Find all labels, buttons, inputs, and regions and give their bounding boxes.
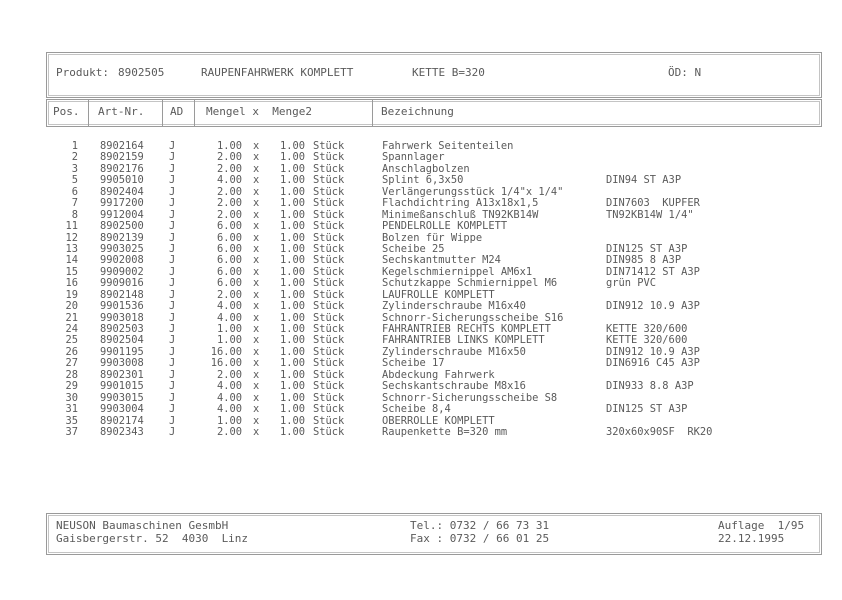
quantity-1: 6.00	[216, 265, 242, 278]
edition-label: Auflage 1/95	[718, 519, 805, 532]
ad-flag: J	[169, 414, 176, 427]
multiply-sign: x	[253, 380, 260, 393]
article-number: 8902174	[100, 414, 144, 427]
column-header-art-nr: Art-Nr.	[98, 105, 145, 118]
quantity-2: 1.00	[279, 254, 305, 267]
part-description: Scheibe 17	[382, 357, 445, 370]
part-standard-note: DIN985 8 A3P	[606, 254, 682, 267]
article-number: 8902301	[100, 368, 144, 381]
article-number: 9905010	[100, 174, 144, 187]
ad-flag: J	[169, 231, 176, 244]
quantity-2: 1.00	[279, 414, 305, 427]
article-number: 8902148	[100, 288, 144, 301]
quantity-unit: Stück	[313, 174, 345, 187]
part-description: Flachdichtring A13x18x1,5	[382, 197, 539, 210]
quantity-2: 1.00	[279, 345, 305, 358]
part-description: Verlängerungsstück 1/4"x 1/4"	[382, 185, 564, 198]
position-number: 21	[65, 311, 78, 324]
product-variant: KETTE B=320	[412, 66, 485, 79]
part-standard-note: grün PVC	[606, 277, 657, 290]
part-standard-note: DIN71412 ST A3P	[606, 265, 700, 278]
part-description: Zylinderschraube M16x50	[382, 345, 526, 358]
quantity-1: 4.00	[216, 403, 242, 416]
part-description: Sechskantmutter M24	[382, 254, 501, 267]
quantity-1: 6.00	[216, 231, 242, 244]
article-number: 9903025	[100, 242, 144, 255]
part-standard-note: KETTE 320/600	[606, 323, 688, 335]
table-row	[0, 221, 842, 232]
ad-flag: J	[169, 220, 176, 233]
quantity-2: 1.00	[279, 277, 305, 290]
part-standard-note: DIN912 10.9 A3P	[606, 345, 700, 358]
part-description: FAHRANTRIEB RECHTS KOMPLETT	[382, 323, 551, 335]
quantity-2: 1.00	[279, 357, 305, 370]
company-name: NEUSON Baumaschinen GesmbH	[56, 519, 229, 532]
quantity-unit: Stück	[313, 311, 345, 324]
quantity-2: 1.00	[279, 368, 305, 381]
article-number: 9903018	[100, 311, 144, 324]
multiply-sign: x	[253, 368, 260, 381]
quantity-unit: Stück	[313, 323, 345, 335]
article-number: 8902164	[100, 140, 144, 152]
position-number: 15	[65, 265, 78, 278]
part-description: Schnorr-Sicherungsscheibe S8	[382, 391, 558, 404]
multiply-sign: x	[253, 345, 260, 358]
ad-flag: J	[169, 197, 176, 210]
quantity-1: 16.00	[210, 357, 242, 370]
ad-flag: J	[169, 311, 176, 324]
article-number: 8902159	[100, 151, 144, 164]
quantity-1: 4.00	[216, 300, 242, 313]
quantity-2: 1.00	[279, 265, 305, 278]
article-number: 9901015	[100, 380, 144, 393]
ad-flag: J	[169, 277, 176, 290]
column-header-menge: Mengel x Menge2	[206, 105, 312, 118]
quantity-2: 1.00	[279, 288, 305, 301]
quantity-2: 1.00	[279, 300, 305, 313]
part-standard-note: DIN125 ST A3P	[606, 403, 688, 416]
quantity-2: 1.00	[279, 334, 305, 347]
quantity-2: 1.00	[279, 425, 305, 438]
multiply-sign: x	[253, 140, 260, 152]
ad-flag: J	[169, 334, 176, 347]
multiply-sign: x	[253, 265, 260, 278]
quantity-unit: Stück	[313, 265, 345, 278]
quantity-1: 1.00	[216, 414, 242, 427]
column-header-ad: AD	[170, 105, 184, 118]
multiply-sign: x	[253, 231, 260, 244]
multiply-sign: x	[253, 391, 260, 404]
part-description: Scheibe 25	[382, 242, 445, 255]
multiply-sign: x	[253, 254, 260, 267]
part-description: Schutzkappe Schmiernippel M6	[382, 277, 558, 290]
ad-flag: J	[169, 162, 176, 175]
quantity-unit: Stück	[313, 357, 345, 370]
article-number: 8902500	[100, 220, 144, 233]
quantity-unit: Stück	[313, 140, 345, 152]
quantity-2: 1.00	[279, 162, 305, 175]
quantity-2: 1.00	[279, 208, 305, 221]
part-description: Raupenkette B=320 mm	[382, 425, 508, 438]
quantity-2: 1.00	[279, 380, 305, 393]
article-number: 8902503	[100, 323, 144, 335]
table-row	[0, 198, 842, 209]
quantity-unit: Stück	[313, 300, 345, 313]
quantity-2: 1.00	[279, 403, 305, 416]
quantity-unit: Stück	[313, 242, 345, 255]
ad-flag: J	[169, 391, 176, 404]
product-number: 8902505	[118, 66, 165, 79]
quantity-1: 2.00	[216, 208, 242, 221]
parts-list	[0, 141, 842, 438]
quantity-unit: Stück	[313, 334, 345, 347]
part-description: FAHRANTRIEB LINKS KOMPLETT	[382, 334, 545, 347]
multiply-sign: x	[253, 208, 260, 221]
multiply-sign: x	[253, 288, 260, 301]
quantity-1: 2.00	[216, 368, 242, 381]
quantity-1: 1.00	[216, 334, 242, 347]
ad-flag: J	[169, 174, 176, 187]
product-label: Produkt:	[56, 66, 109, 79]
article-number: 9903008	[100, 357, 144, 370]
position-number: 24	[65, 323, 78, 335]
part-description: Scheibe 8,4	[382, 403, 451, 416]
multiply-sign: x	[253, 357, 260, 370]
part-description: Anschlagbolzen	[382, 162, 470, 175]
multiply-sign: x	[253, 185, 260, 198]
ad-flag: J	[169, 288, 176, 301]
column-header-pos: Pos.	[53, 105, 80, 118]
position-number: 7	[71, 197, 78, 210]
part-description: Zylinderschraube M16x40	[382, 300, 526, 313]
ad-flag: J	[169, 140, 176, 152]
position-number: 25	[65, 334, 78, 347]
part-description: Minimeßanschluß TN92KB14W	[382, 208, 539, 221]
article-number: 8902404	[100, 185, 144, 198]
part-description: Splint 6,3x50	[382, 174, 464, 187]
multiply-sign: x	[253, 162, 260, 175]
part-standard-note: DIN933 8.8 A3P	[606, 380, 694, 393]
multiply-sign: x	[253, 403, 260, 416]
position-number: 12	[65, 231, 78, 244]
part-description: OBERROLLE KOMPLETT	[382, 414, 495, 427]
quantity-2: 1.00	[279, 231, 305, 244]
quantity-unit: Stück	[313, 403, 345, 416]
article-number: 9912004	[100, 208, 144, 221]
quantity-1: 2.00	[216, 288, 242, 301]
quantity-unit: Stück	[313, 425, 345, 438]
part-description: Fahrwerk Seitenteilen	[382, 140, 514, 152]
quantity-1: 6.00	[216, 254, 242, 267]
position-number: 3	[71, 162, 78, 175]
column-divider	[194, 99, 195, 127]
ad-flag: J	[169, 368, 176, 381]
quantity-1: 2.00	[216, 425, 242, 438]
quantity-unit: Stück	[313, 380, 345, 393]
position-number: 37	[65, 425, 78, 438]
position-number: 2	[71, 151, 78, 164]
quantity-2: 1.00	[279, 323, 305, 335]
quantity-unit: Stück	[313, 277, 345, 290]
quantity-unit: Stück	[313, 368, 345, 381]
quantity-2: 1.00	[279, 391, 305, 404]
table-row	[0, 381, 842, 392]
position-number: 5	[71, 174, 78, 187]
column-header-bezeichnung: Bezeichnung	[381, 105, 454, 118]
position-number: 19	[65, 288, 78, 301]
multiply-sign: x	[253, 277, 260, 290]
ad-flag: J	[169, 151, 176, 164]
quantity-unit: Stück	[313, 345, 345, 358]
multiply-sign: x	[253, 300, 260, 313]
part-description: PENDELROLLE KOMPLETT	[382, 220, 508, 233]
position-number: 29	[65, 380, 78, 393]
table-row	[0, 404, 842, 415]
quantity-unit: Stück	[313, 288, 345, 301]
part-description: Bolzen für Wippe	[382, 231, 483, 244]
multiply-sign: x	[253, 197, 260, 210]
part-description: Abdeckung Fahrwerk	[382, 368, 495, 381]
part-standard-note: DIN912 10.9 A3P	[606, 300, 700, 313]
article-number: 9903004	[100, 403, 144, 416]
position-number: 6	[71, 185, 78, 198]
part-description: Spannlager	[382, 151, 445, 164]
article-number: 8902139	[100, 231, 144, 244]
position-number: 35	[65, 414, 78, 427]
position-number: 31	[65, 403, 78, 416]
quantity-1: 1.00	[216, 323, 242, 335]
part-description: LAUFROLLE KOMPLETT	[382, 288, 495, 301]
multiply-sign: x	[253, 151, 260, 164]
part-description: Sechskantschraube M8x16	[382, 380, 526, 393]
table-row	[0, 278, 842, 289]
document-date: 22.12.1995	[718, 532, 785, 545]
quantity-1: 2.00	[216, 185, 242, 198]
article-number: 9901195	[100, 345, 144, 358]
quantity-2: 1.00	[279, 174, 305, 187]
quantity-2: 1.00	[279, 197, 305, 210]
ad-flag: J	[169, 345, 176, 358]
quantity-unit: Stück	[313, 220, 345, 233]
quantity-1: 4.00	[216, 380, 242, 393]
ad-flag: J	[169, 425, 176, 438]
part-standard-note: KETTE 320/600	[606, 334, 688, 347]
quantity-1: 6.00	[216, 220, 242, 233]
multiply-sign: x	[253, 174, 260, 187]
ad-flag: J	[169, 254, 176, 267]
quantity-1: 4.00	[216, 311, 242, 324]
quantity-unit: Stück	[313, 197, 345, 210]
article-number: 9917200	[100, 197, 144, 210]
quantity-unit: Stück	[313, 414, 345, 427]
ad-flag: J	[169, 242, 176, 255]
position-number: 14	[65, 254, 78, 267]
part-standard-note: TN92KB14W 1/4"	[606, 208, 694, 221]
article-number: 9903015	[100, 391, 144, 404]
quantity-2: 1.00	[279, 311, 305, 324]
quantity-2: 1.00	[279, 185, 305, 198]
part-standard-note: DIN94 ST A3P	[606, 174, 682, 187]
quantity-2: 1.00	[279, 140, 305, 152]
ad-flag: J	[169, 300, 176, 313]
quantity-unit: Stück	[313, 391, 345, 404]
quantity-1: 2.00	[216, 162, 242, 175]
table-row	[0, 301, 842, 312]
part-standard-note: 320x60x90SF RK20	[606, 425, 713, 438]
article-number: 9909016	[100, 277, 144, 290]
multiply-sign: x	[253, 323, 260, 335]
part-standard-note: DIN125 ST A3P	[606, 242, 688, 255]
article-number: 8902176	[100, 162, 144, 175]
quantity-2: 1.00	[279, 151, 305, 164]
position-number: 16	[65, 277, 78, 290]
position-number: 8	[71, 208, 78, 221]
position-number: 26	[65, 345, 78, 358]
od-indicator: ÖD: N	[668, 66, 702, 79]
position-number: 1	[71, 140, 78, 152]
part-description: Kegelschmiernippel AM6x1	[382, 265, 533, 278]
multiply-sign: x	[253, 311, 260, 324]
quantity-unit: Stück	[313, 231, 345, 244]
quantity-unit: Stück	[313, 162, 345, 175]
article-number: 9902008	[100, 254, 144, 267]
ad-flag: J	[169, 185, 176, 198]
company-address: Gaisbergerstr. 52 4030 Linz	[56, 532, 249, 545]
multiply-sign: x	[253, 414, 260, 427]
quantity-1: 2.00	[216, 151, 242, 164]
quantity-1: 4.00	[216, 174, 242, 187]
ad-flag: J	[169, 265, 176, 278]
quantity-unit: Stück	[313, 254, 345, 267]
quantity-1: 2.00	[216, 197, 242, 210]
part-standard-note: DIN6916 C45 A3P	[606, 357, 700, 370]
article-number: 8902504	[100, 334, 144, 347]
position-number: 11	[65, 220, 78, 233]
fax-number: Fax : 0732 / 66 01 25	[410, 532, 550, 545]
quantity-2: 1.00	[279, 242, 305, 255]
part-standard-note: DIN7603 KUPFER	[606, 197, 700, 210]
quantity-unit: Stück	[313, 151, 345, 164]
article-number: 9909002	[100, 265, 144, 278]
multiply-sign: x	[253, 334, 260, 347]
position-number: 13	[65, 242, 78, 255]
quantity-1: 6.00	[216, 242, 242, 255]
ad-flag: J	[169, 208, 176, 221]
ad-flag: J	[169, 323, 176, 335]
quantity-unit: Stück	[313, 208, 345, 221]
position-number: 30	[65, 391, 78, 404]
multiply-sign: x	[253, 425, 260, 438]
article-number: 9901536	[100, 300, 144, 313]
phone-number: Tel.: 0732 / 66 73 31	[410, 519, 550, 532]
part-description: Schnorr-Sicherungsscheibe S16	[382, 311, 564, 324]
column-divider	[162, 99, 163, 127]
multiply-sign: x	[253, 220, 260, 233]
ad-flag: J	[169, 403, 176, 416]
quantity-1: 4.00	[216, 391, 242, 404]
position-number: 20	[65, 300, 78, 313]
position-number: 27	[65, 357, 78, 370]
quantity-1: 1.00	[216, 140, 242, 152]
quantity-1: 6.00	[216, 277, 242, 290]
quantity-unit: Stück	[313, 185, 345, 198]
column-divider	[372, 99, 373, 127]
ad-flag: J	[169, 357, 176, 370]
position-number: 28	[65, 368, 78, 381]
quantity-1: 16.00	[210, 345, 242, 358]
article-number: 8902343	[100, 425, 144, 438]
table-row	[0, 427, 842, 438]
column-divider	[88, 99, 89, 127]
multiply-sign: x	[253, 242, 260, 255]
quantity-2: 1.00	[279, 220, 305, 233]
ad-flag: J	[169, 380, 176, 393]
product-name: RAUPENFAHRWERK KOMPLETT	[201, 66, 354, 79]
